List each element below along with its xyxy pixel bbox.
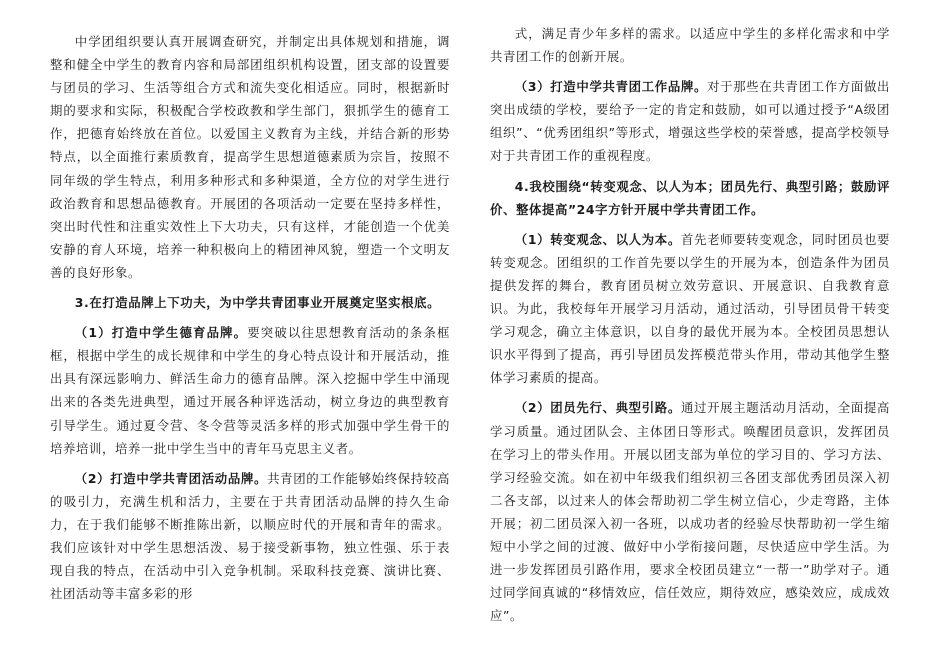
paragraph-lead: （1）转变观念、以人为本。 (514, 231, 681, 247)
paragraph-work-brand (490, 75, 890, 167)
paragraph-moral-brand (50, 321, 450, 460)
paragraph-body: 要突破以往思想教育活动的条条框框，根据中学生的成长规律和中学生的身心特点设计和开展活动，推出具有深远影响力、鲜活生命力的德育品牌。深入挖掘中学生中涌现出来的各类先进典型，通过开展各种评选活动，树立身边的典型教育引导学生。通过夏令营、冬令营等灵活多样的形式加强中学生骨干的培养培训，培养一批中学生当中的青年马克思主义者。 (50, 325, 451, 456)
paragraph-activity-brand (50, 467, 450, 606)
paragraph-continuation: 式，满足青少年多样的需求。以适应中学生的多样化需求和中学共青团工作的创新开展。 (490, 26, 890, 65)
section-heading-4: 4.我校围绕“转变观念、以人为本；团员先行、典型引路；鼓励评价、整体提高”24字方针开展中学共青团工作。 (490, 178, 890, 217)
paragraph-body: 首先老师要转变观念，同时团员也要转变观念。团组织的工作首先要以学生的开展为本，创造条件为团员提供发挥的舞台，教育团员树立效劳意识、开展意识、自我教育意识。为此，我校每年开展学习月活动，通过活动，引导团员骨干转变学习观念，确立主体意识，以自身的最优开展为本。全校团员思想认识水平得到了提高，再引导团员发挥模范带头作用，带动其他学生整体学习素质的提高。 (490, 231, 890, 386)
section-heading-3: 3.在打造品牌上下功夫，为中学共青团事业开展奠定坚实根底。 (74, 295, 441, 311)
paragraph-body: 通过开展主题活动月活动，全面提高学习质量。通过团队会、主体团日等形式。唤醒团员意识，发挥团员在学习上的带头作用。开展以团支部为单位的学习目的、学习方法、学习经验交流。如在初中年级我们组织初三各团支部优秀团员深入初二各支部，以过来人的体会帮助初二学生树立信心，少走弯路，主体开展；初二团员深入初一各班，以成功者的经验尽快帮助初一学生缩短中小学之间的过渡、做好中小学衔接问题，尽快适应中学生活。为进一步发挥团员引路作用，要求全校团员建立“一帮一”助学对子。通过同学间真诚的“移情效应，信任效应，期待效应，感染效应，成成效应”。 (490, 400, 890, 624)
paragraph-body: 共青团的工作能够始终保持较高的吸引力，充满生机和活力，主要在于共青团活动品牌的持久生命力，在于我们能够不断推陈出新，以顺应时代的开展和青年的需求。我们应该针对中学生思想活泼、易于接受新事物，独立性强、乐于表现自我的特点，在活动中引入竞争机制。采取科技竞赛、演讲比赛、社团活动等丰富多彩的形 (50, 470, 450, 602)
paragraph-members-lead (490, 396, 890, 627)
paragraph-change-concept (490, 228, 890, 390)
right-column (490, 22, 890, 634)
paragraph-intro: 中学团组织要认真开展调查研究，并制定出具体规划和措施，调整和健全中学生的教育内容和局部团组织机构设置，团支部的设置要与团员的学习、生活等组合方式和流失变化相适应。同时，根据新时期的要求和实际，积极配合学校政教和学生部门，狠抓学生的德育工作，把德育始终放在首位。以爱国主义教育为主线，并结合新的形势特点，以全面推行素质教育，提高学生思想道德素质为宗旨，按照不同年级的学生特点，利用多种形式和多种渠道，全方位的对学生进行政治教育和思想品德教育。开展团的各项活动一定要在坚持多样性，突出时代性和注重实效性上下大功夫，只有这样，才能创造一个优美安静的育人环境，培养一种积极向上的精团神风貌，塑造一个文明友善的良好形象。 (50, 34, 450, 280)
paragraph-lead: （2）团员先行、典型引路。 (514, 400, 681, 416)
paragraph-lead: （2）打造中学共青团活动品牌。 (74, 470, 268, 486)
paragraph-lead: （1）打造中学生德育品牌。 (74, 325, 248, 341)
paragraph-body: 对于那些在共青团工作方面做出突出成绩的学校，要给予一定的肯定和鼓励，如可以通过授予“A级团组织”、“优秀团组织”等形式，增强这些学校的荣誉感，提高学校领导对于共青团工作的重视程度。 (490, 79, 890, 164)
paragraph-lead: （3）打造中学共青团工作品牌。 (514, 79, 708, 95)
left-column (50, 30, 450, 612)
